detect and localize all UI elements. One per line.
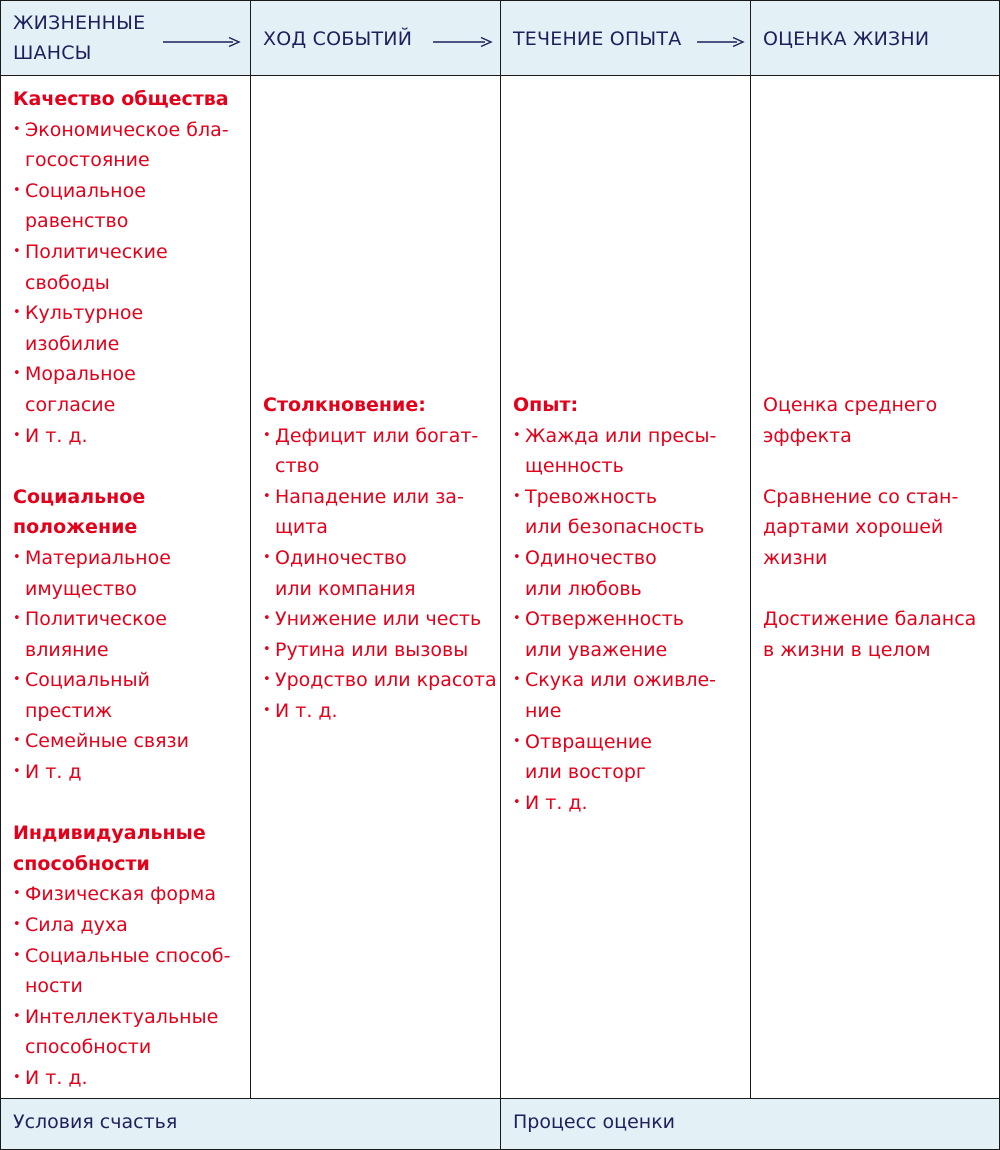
list-item: • Материальное имущество [13,543,245,604]
list-item: • И т. д. [13,421,245,452]
list-item: • Интеллектуальные способности [13,1002,245,1063]
paragraph-average-effect: Оценка среднего эффекта [763,394,938,447]
list-item: • Скука или оживле- ние [513,665,745,726]
arrow-right-icon [697,36,745,48]
list-item: • И т. д. [513,788,745,819]
column-flow-of-experience [513,390,745,818]
list-item: • Отверженность или уважение [513,604,745,665]
list-item: • Моральное согласие [13,359,245,420]
column-life-evaluation [763,390,995,665]
list-item: • Отвращение или восторг [513,727,745,788]
footer-evaluation-process: Процесс оценки [513,1111,676,1133]
arrow-right-icon [163,36,241,48]
list-item: • Сила духа [13,910,245,941]
list-item: • Социальные способ- ности [13,941,245,1002]
header-life-evaluation: ОЦЕНКА ЖИЗНИ [763,28,930,50]
list-item: • И т. д. [263,696,495,727]
section-title-social-position: Социальное положение [13,485,146,539]
list-item: • И т. д [13,757,245,788]
list-item: • Физическая форма [13,879,245,910]
list-item: • И т. д. [13,1063,245,1094]
list-item: • Тревожность или безопасность [513,482,745,543]
header-life-chances-line1: ЖИЗНЕННЫЕ [13,12,146,34]
list-item: • Рутина или вызовы [263,635,495,666]
list-item: • Политическое влияние [13,604,245,665]
section-title-individual-abilities: Индивидуальные способности [13,822,206,875]
list-item: • Семейные связи [13,726,245,757]
list-social-position [13,543,245,788]
list-item: • Одиночество или любовь [513,543,745,604]
list-item: • Одиночество или компания [263,543,495,604]
list-item: • Дефицит или богат- ство [263,421,495,482]
header-life-chances-line2: ШАНСЫ [13,42,92,64]
paragraph-life-balance: Достижение баланса в жизни в целом [763,608,977,661]
list-item: • Жажда или пресы- щенность [513,421,745,482]
list-item: • Культурное изобилие [13,298,245,359]
list-item: • Унижение или честь [263,604,495,635]
list-item: • Экономическое бла- госостояние [13,115,245,176]
arrow-right-icon [433,36,493,48]
column-divider-2 [500,1,501,1149]
header-course-of-events: ХОД СОБЫТИЙ [263,28,413,50]
list-item: • Уродство или красота [263,665,495,696]
list-item: • Социальный престиж [13,665,245,726]
column-divider-3 [750,1,751,1099]
list-collision [263,421,495,727]
list-individual-abilities [13,879,245,1093]
section-title-collision: Столкновение: [263,394,426,416]
footer-conditions-of-happiness: Условия счастья [13,1111,178,1133]
list-item: • Нападение или за- щита [263,482,495,543]
list-item: • Социальное равенство [13,176,245,237]
paragraph-comparison-standards: Сравнение со стан- дартами хорошей жизни [763,485,959,569]
list-experience [513,421,745,819]
list-quality-of-society [13,115,245,452]
list-item: • Политические свободы [13,237,245,298]
header-flow-of-experience: ТЕЧЕНИЕ ОПЫТА [513,28,682,50]
column-course-of-events [263,390,495,727]
column-divider-1 [250,1,251,1099]
column-life-chances [13,84,245,1094]
section-title-quality-of-society: Качество общества [13,88,229,110]
section-title-experience: Опыт: [513,394,579,416]
